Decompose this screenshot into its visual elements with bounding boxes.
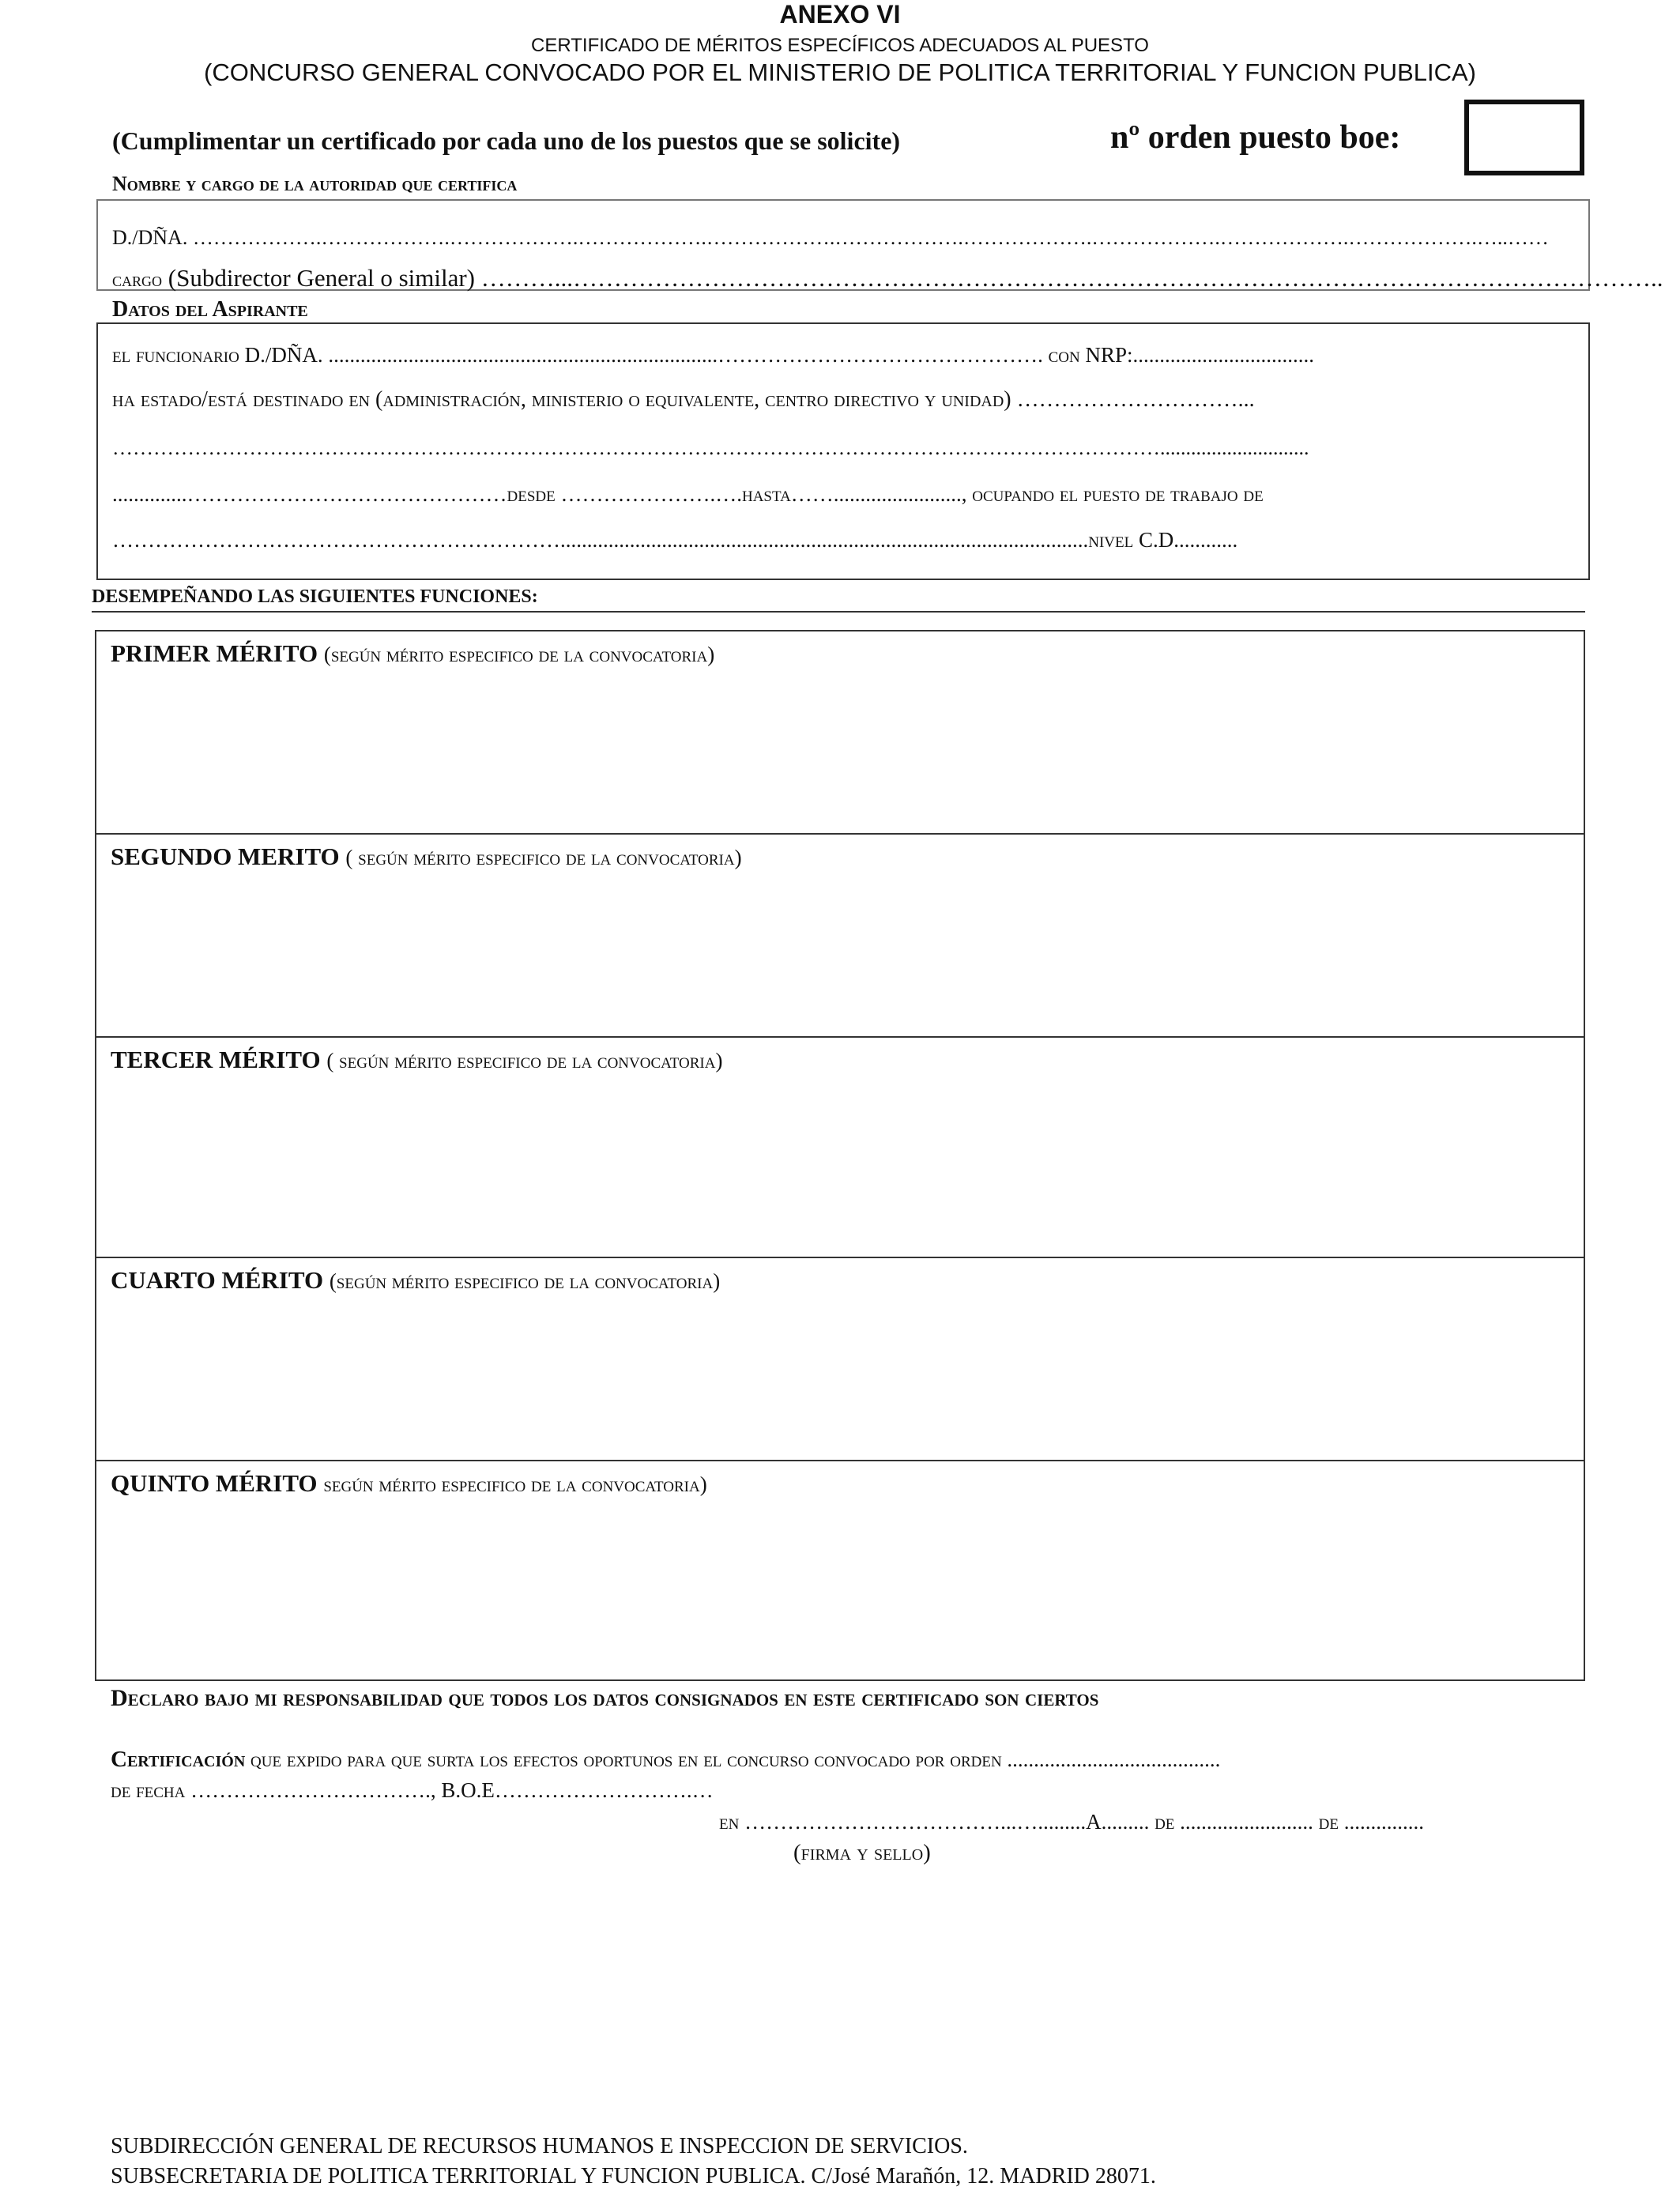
merit-detail-1: (según mérito especifico de la convocatoria) [323,643,715,666]
merit-name-2: SEGUNDO MERITO [111,843,340,870]
applicant-destination-continuation[interactable]: ………………………………………………………………………………………………………………………………………............................. [112,436,1309,459]
authority-name-field[interactable]: D./DÑA. ……………….……………….……………….……………….……………….……………….……………….……………….……………….……………….…..…… [112,226,1549,249]
merit-box-3[interactable] [95,1036,1585,1258]
order-number-field[interactable] [1464,100,1584,175]
authority-cargo-field: (Subdirector General o similar) ………...…………………………………………………………………………………………………………………….. [168,264,1663,292]
merit-box-5[interactable] [95,1460,1585,1681]
applicant-heading: Datos del Aspirante [112,297,308,322]
functions-divider [92,611,1585,613]
merit-box-4[interactable] [95,1257,1585,1461]
merit-title-5 [111,1469,707,1498]
authority-heading: Nombre y cargo de la autoridad que certifica [112,172,518,195]
merit-detail-3: ( según mérito especifico de la convocatoria) [326,1049,723,1072]
applicant-name-line[interactable]: el funcionario D./DÑA. .........................................................................………………………………………. con NRP:.................................. [112,343,1314,367]
cargo-label: cargo [112,268,163,291]
merit-title-4 [111,1266,720,1295]
merit-title-3 [111,1046,722,1074]
merit-box-1[interactable] [95,630,1585,835]
declaration-text: Declaro bajo mi responsabilidad que todos los datos consignados en este certificado son ciertos [111,1685,1099,1711]
certification-order-field: que expido para que surta los efectos oportunos en el concurso convocado por orden ........................................ [245,1747,1221,1771]
merit-name-1: PRIMER MÉRITO [111,639,318,667]
merit-box-2[interactable] [95,833,1585,1038]
authority-cargo-line[interactable] [112,264,1663,292]
order-number-label: nº orden puesto boe: [1110,119,1401,156]
applicant-dates-line[interactable]: ..............………………………………………desde ………………….….hasta……........................, ocupando el puesto de trabajo de [112,482,1264,506]
certification-line-1[interactable] [111,1747,1220,1773]
annex-title: ANEXO VI [779,0,901,28]
applicant-destination-line[interactable]: ha estado/está destinado en (administración, ministerio o equivalente, centro directivo y unidad) …………………………... [112,387,1255,412]
merit-name-4: CUARTO MÉRITO [111,1266,324,1294]
instruction-text: (Cumplimentar un certificado por cada uno de los puestos que se solicite) [112,126,901,155]
footer-line-2: SUBSECRETARIA DE POLITICA TERRITORIAL Y FUNCION PUBLICA. C/José Marañón, 12. MADRID 28071. [111,2164,1156,2188]
certificate-subtitle: CERTIFICADO DE MÉRITOS ESPECÍFICOS ADECUADOS AL PUESTO [531,35,1149,56]
merit-name-3: TERCER MÉRITO [111,1046,321,1073]
footer-line-1: SUBDIRECCIÓN GENERAL DE RECURSOS HUMANOS E INSPECCION DE SERVICIOS. [111,2134,968,2158]
merit-title-1 [111,639,714,668]
merit-detail-4: (según mérito especifico de la convocatoria) [329,1269,721,1293]
merit-detail-2: ( según mérito especifico de la convocatoria) [345,846,742,869]
applicant-position-line[interactable]: ………………………………………………………...................................................................................................nivel C.D............ [112,528,1238,552]
certification-place-line[interactable]: en ………………………………...….........A......... de ......................... de ............... [719,1810,1424,1834]
merit-name-5: QUINTO MÉRITO [111,1469,318,1497]
merit-detail-5: según mérito especifico de la convocatoria) [323,1472,707,1496]
convocation-title: (CONCURSO GENERAL CONVOCADO POR EL MINISTERIO DE POLITICA TERRITORIAL Y FUNCION PUBLICA) [204,58,1476,86]
functions-heading: DESEMPEÑANDO LAS SIGUIENTES FUNCIONES: [92,586,538,607]
merit-title-2 [111,843,742,871]
certification-lead: Certificación [111,1747,246,1772]
certification-date-line[interactable]: de fecha ……………………………., B.O.E……………………….… [111,1778,714,1802]
signature-label: (firma y sello) [793,1840,931,1865]
